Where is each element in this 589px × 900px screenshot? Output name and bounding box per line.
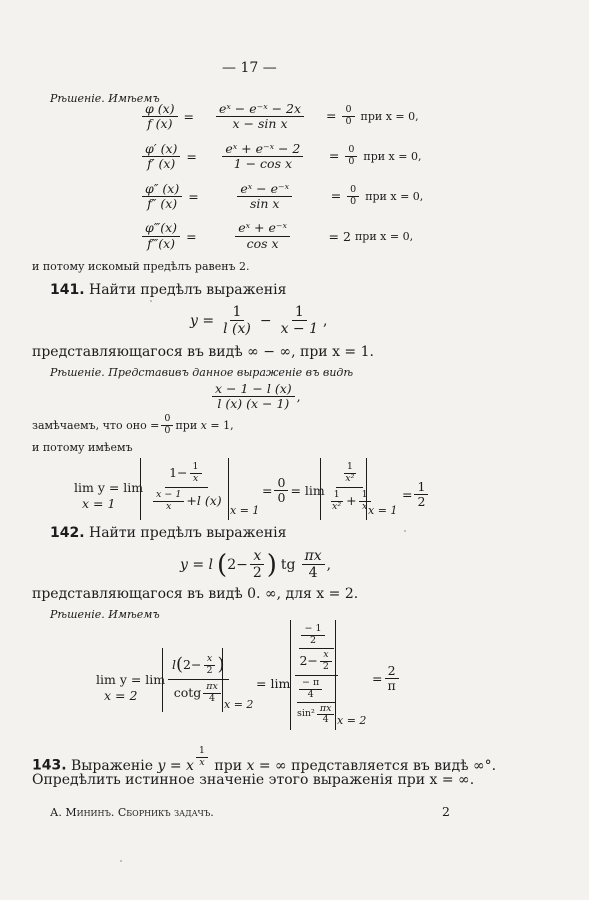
chain-value: = $\frac{0}{0}$ [326, 105, 357, 128]
chain-condition: при x = 0, [365, 189, 424, 203]
chain-row: $\frac{\varphi' (x)}{f' (x)}$ = $\frac{\text{eˣ + e⁻ˣ − 2}}{\text{1 − cos x}}$ = $\frac{0}{0}$ при x = 0, [140, 142, 423, 172]
second-fraction-141: $\frac{1}{\text{x²}}$ $\frac{1}{\text{x²}}$ + $\frac{1}{x}$ [322, 460, 378, 513]
bar-subscript-142: x = 2 [224, 698, 254, 711]
chain-value: = $\frac{0}{0}$ [331, 185, 362, 208]
lim-label: lim y = lim [74, 480, 144, 495]
solution-142-intro: Рѣшеніе. Имѣемъ [50, 608, 160, 621]
chain-lhs: $\frac{\varphi (x)}{f (x)}$ [142, 102, 178, 132]
conclusion-text: и потому искомый предѣлъ равенъ 2. [32, 260, 250, 273]
chain-value: = $\frac{0}{0}$ [329, 145, 360, 168]
problem-142-heading [50, 525, 286, 541]
chain-lhs: $\frac{\varphi' (x)}{f' (x)}$ [142, 142, 180, 172]
problem-number: 141. [50, 282, 85, 298]
chain-row: $\frac{\varphi‴(x)}{f‴(x)}$ = $\frac{\text{eˣ + e⁻ˣ}}{\text{cos x}}$ = 2 при x = 0, [140, 221, 423, 251]
lim-subscript-142: x = 2 [104, 688, 138, 703]
form-142: представляющагося въ видѣ 0. ∞, для x = 2. [32, 586, 359, 602]
bar-subscript: x = 1 [230, 504, 260, 517]
footer-sheet-number: 2 [442, 804, 450, 819]
problem-143-line1: 143. Выраженіе y = x $^{\frac{1}{x}}$ при x = ∞ представляется въ видѣ ∞°. [32, 745, 497, 774]
bar-subscript-142b: x = 2 [337, 714, 367, 727]
chain-value: = 2 [328, 228, 351, 244]
chain-rhs: $\frac{\text{eˣ + e⁻ˣ − 2}}{\text{1 − cos x}}$ [203, 142, 323, 172]
derivative-chain [140, 102, 423, 261]
formula-141: y = $\frac{1}{l (x)}$ − $\frac{1}{x - 1}$ , [190, 304, 328, 338]
lim-label-142: lim y = lim [96, 672, 166, 687]
solution-141-intro: Рѣшеніе. Представивъ данное выраженіе въ видѣ [50, 366, 354, 379]
chain-condition: при x = 0, [354, 229, 414, 243]
problem-number: 143. [32, 757, 67, 774]
chain-row: $\frac{\varphi'' (x)}{f'' (x)}$ = $\frac{\text{eˣ − e⁻ˣ}}{\text{sin x}}$ = $\frac{0}{0}$ при x = 0, [140, 182, 423, 212]
problem-143-line2: Опредѣлить истинное значеніе этого выраженія при x = ∞. [32, 772, 475, 788]
rewrite-141: $\frac{x - 1 - l (x)}{l (x) (x - 1)}$ , [210, 382, 301, 412]
chain-lhs: $\frac{\varphi‴(x)}{f‴(x)}$ [142, 221, 180, 251]
form-141: представляющагося въ видѣ ∞ − ∞, при x = 1. [32, 344, 374, 360]
zero-over-zero: = $\frac{0}{0}$ = lim [262, 475, 325, 506]
chain-rhs: $\frac{\text{eˣ − e⁻ˣ − 2x}}{\text{x − sin x}}$ [200, 102, 320, 132]
nested-fraction-142: $\frac{- 1}{2}$ 2− $\frac{x}{2}$ $\frac{- \pi}{4}$ sin² $\frac{\pi x}{4}$ [292, 622, 341, 726]
footer-book-title: А. Мининъ. Сборникъ задачъ. [50, 806, 214, 819]
problem-statement: Найти предѣлъ выраженія [89, 525, 287, 541]
note-141: замѣчаемъ, что оно = $\frac{0}{0}$ при x = 1, [32, 413, 234, 436]
eq-lim-142: = lim [256, 676, 291, 691]
big-fraction-141: 1− $\frac{1}{x}$ $\frac{x - 1}{x}$ + l (x) [146, 460, 227, 513]
chain-row: $\frac{\varphi (x)}{f (x)}$ = $\frac{\text{eˣ − e⁻ˣ − 2x}}{\text{x − sin x}}$ = $\frac{0}{0}$ при x = 0, [140, 102, 423, 132]
page-number: — 17 — [222, 60, 277, 76]
chain-rhs: $\frac{\text{eˣ + e⁻ˣ}}{\text{cos x}}$ [203, 221, 323, 251]
formula-142: y = l ( 2− $\frac{x}{2}$ ) tg $\frac{\pi x}{4}$ , [180, 548, 332, 582]
fraction-142: l ( 2− $\frac{x}{2}$ ) cotg $\frac{\pi x}{4}$ [166, 652, 231, 705]
solution-label: Рѣшеніе. Имѣемъ [50, 92, 160, 105]
problem-141-heading [50, 282, 286, 298]
bar-subscript-2: x = 1 [368, 504, 398, 517]
result-141: = $\frac{1}{2}$ [402, 480, 430, 510]
problem-number: 142. [50, 525, 85, 541]
chain-condition: при x = 0, [363, 150, 422, 164]
chain-rhs: $\frac{\text{eˣ − e⁻ˣ}}{\text{sin x}}$ [205, 182, 325, 212]
lim-subscript: x = 1 [82, 496, 116, 511]
result-142: = $\frac{2}{\pi}$ [372, 664, 401, 694]
hence-141: и потому имѣемъ [32, 441, 133, 454]
chain-condition: при x = 0, [360, 110, 419, 124]
chain-lhs: $\frac{\varphi'' (x)}{f'' (x)}$ [142, 182, 182, 212]
problem-statement: Найти предѣлъ выраженія [89, 282, 287, 298]
